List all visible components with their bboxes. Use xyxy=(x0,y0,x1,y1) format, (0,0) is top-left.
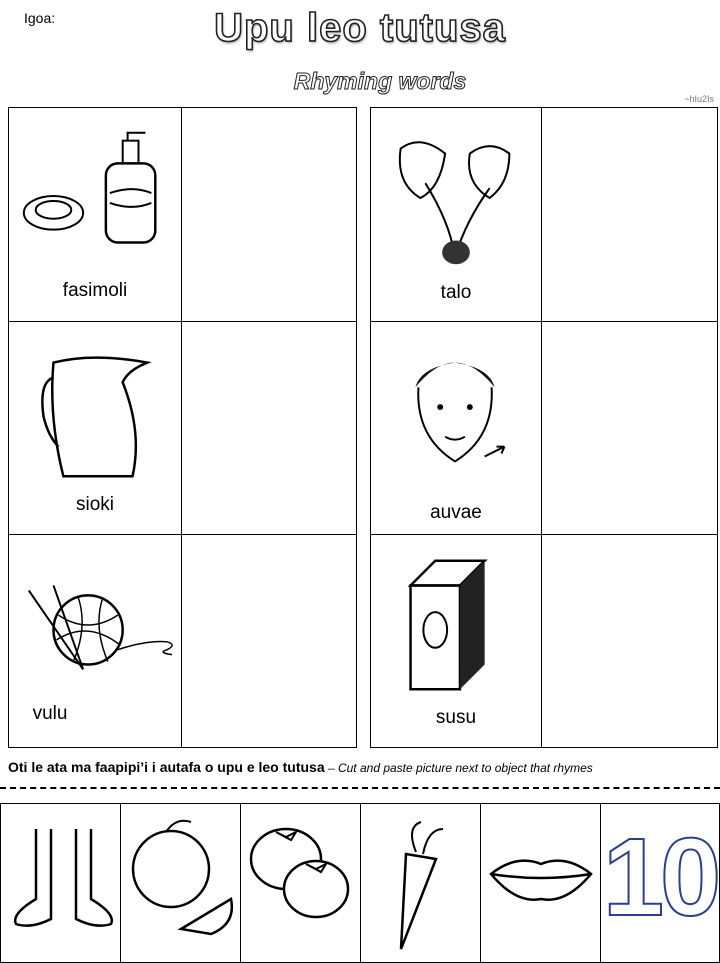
picture-cell xyxy=(8,534,182,748)
cutout-orange[interactable] xyxy=(120,803,241,963)
name-label: Igoa: xyxy=(24,10,56,26)
milk-carton-icon xyxy=(371,545,541,705)
picture-cell xyxy=(370,534,542,748)
word-label: fasimoli xyxy=(62,280,128,301)
answer-cell[interactable] xyxy=(181,321,357,535)
instructions xyxy=(8,759,593,775)
lips-icon xyxy=(481,804,601,954)
cutout-legs[interactable] xyxy=(0,803,121,963)
picture-cell xyxy=(8,321,182,535)
word-label: auvae xyxy=(430,502,482,523)
yarn-ball-icon xyxy=(9,545,181,705)
instructions-samoan: Oti le ata ma faapipi’i i autafa o upu e leo tutusa xyxy=(8,759,325,775)
face-chin-icon xyxy=(371,332,541,492)
credit: ~hIu2Is xyxy=(684,94,714,104)
answer-cell[interactable] xyxy=(541,321,718,535)
cut-line xyxy=(0,787,720,789)
cutout-lips[interactable] xyxy=(480,803,601,963)
answer-cell[interactable] xyxy=(541,107,718,322)
taro-plant-icon xyxy=(371,118,541,278)
word-label: sioki xyxy=(75,494,114,515)
soap-and-lotion-icon xyxy=(9,118,181,278)
legs-icon xyxy=(1,804,121,954)
tomatoes-icon xyxy=(241,804,361,954)
number-ten-icon: 10 xyxy=(602,816,718,939)
word-label: talo xyxy=(440,282,472,303)
answer-cell[interactable] xyxy=(181,107,357,322)
picture-cell xyxy=(8,107,182,322)
jug-icon xyxy=(9,332,181,492)
answer-cell[interactable] xyxy=(541,534,718,748)
instructions-english: – Cut and paste picture next to object that rhymes xyxy=(324,761,593,775)
cutout-carrot[interactable] xyxy=(360,803,481,963)
picture-cell xyxy=(370,321,542,535)
orange-icon xyxy=(121,804,241,954)
page-subtitle: Rhyming words xyxy=(293,68,467,94)
cutout-tomatoes[interactable] xyxy=(240,803,361,963)
word-label: vulu xyxy=(32,703,68,724)
cutout-number-ten[interactable] xyxy=(600,803,720,963)
word-label: susu xyxy=(435,707,477,728)
answer-cell[interactable] xyxy=(181,534,357,748)
page-title: Upu leo tutusa xyxy=(214,6,506,50)
carrot-icon xyxy=(361,804,481,954)
picture-cell xyxy=(370,107,542,322)
